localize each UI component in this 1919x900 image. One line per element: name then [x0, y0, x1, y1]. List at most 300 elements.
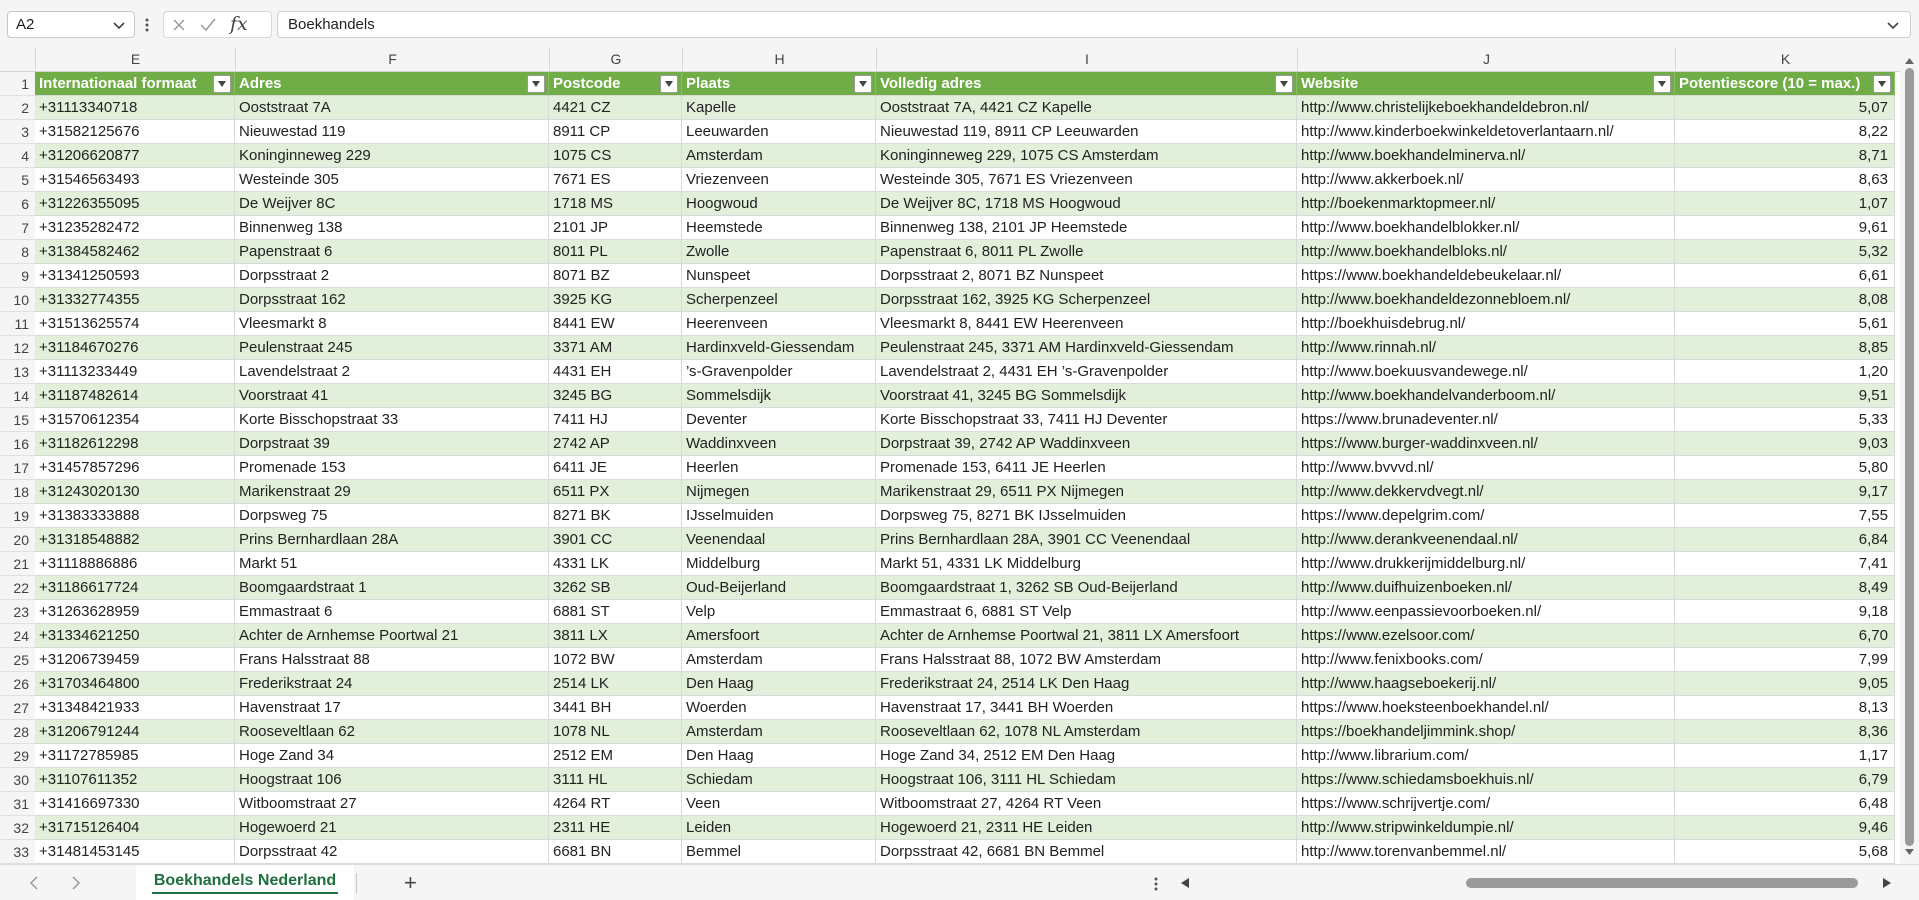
row-header[interactable]: 26 — [0, 672, 35, 696]
table-cell[interactable] — [876, 456, 1297, 480]
table-cell[interactable] — [1297, 576, 1675, 600]
table-cell[interactable] — [876, 528, 1297, 552]
table-cell[interactable] — [1297, 288, 1675, 312]
table-cell[interactable] — [549, 816, 682, 840]
table-cell[interactable] — [235, 264, 549, 288]
table-cell[interactable] — [1675, 624, 1895, 648]
table-cell[interactable] — [235, 96, 549, 120]
table-cell[interactable] — [549, 240, 682, 264]
table-cell[interactable] — [682, 648, 876, 672]
row-header[interactable]: 18 — [0, 480, 35, 504]
table-cell[interactable] — [1297, 168, 1675, 192]
table-cell[interactable] — [35, 816, 235, 840]
table-cell[interactable] — [682, 672, 876, 696]
table-cell[interactable] — [35, 720, 235, 744]
table-cell[interactable] — [876, 384, 1297, 408]
table-cell[interactable] — [549, 504, 682, 528]
table-cell[interactable] — [682, 744, 876, 768]
table-cell[interactable] — [682, 816, 876, 840]
table-cell[interactable] — [35, 552, 235, 576]
row-header[interactable]: 3 — [0, 120, 35, 144]
table-cell[interactable] — [1675, 648, 1895, 672]
table-cell[interactable] — [682, 168, 876, 192]
table-cell[interactable] — [1297, 816, 1675, 840]
table-cell[interactable] — [35, 336, 235, 360]
table-cell[interactable] — [876, 432, 1297, 456]
table-cell[interactable] — [876, 552, 1297, 576]
table-cell[interactable] — [876, 216, 1297, 240]
table-cell[interactable] — [682, 408, 876, 432]
row-header[interactable]: 11 — [0, 312, 35, 336]
row-header[interactable]: 1 — [0, 72, 35, 96]
table-cell[interactable] — [682, 456, 876, 480]
table-cell[interactable] — [35, 696, 235, 720]
filter-dropdown-icon[interactable] — [1275, 75, 1293, 93]
table-cell[interactable] — [35, 288, 235, 312]
row-header[interactable]: 27 — [0, 696, 35, 720]
table-cell[interactable] — [35, 192, 235, 216]
table-cell[interactable] — [876, 600, 1297, 624]
table-cell[interactable] — [876, 168, 1297, 192]
table-cell[interactable] — [682, 312, 876, 336]
table-cell[interactable] — [876, 792, 1297, 816]
table-cell[interactable] — [549, 624, 682, 648]
table-header-cell[interactable] — [549, 72, 682, 96]
table-cell[interactable] — [1297, 720, 1675, 744]
row-header[interactable]: 24 — [0, 624, 35, 648]
table-cell[interactable] — [1675, 384, 1895, 408]
column-header-h[interactable]: H — [682, 48, 876, 71]
table-cell[interactable] — [1675, 168, 1895, 192]
table-cell[interactable] — [1297, 312, 1675, 336]
scroll-down-icon[interactable] — [1904, 843, 1915, 860]
table-cell[interactable] — [35, 312, 235, 336]
table-cell[interactable] — [235, 240, 549, 264]
table-cell[interactable] — [682, 192, 876, 216]
table-cell[interactable] — [682, 120, 876, 144]
table-cell[interactable] — [549, 576, 682, 600]
table-cell[interactable] — [235, 552, 549, 576]
row-header[interactable]: 16 — [0, 432, 35, 456]
scroll-left-icon[interactable] — [1180, 876, 1190, 893]
table-cell[interactable] — [35, 648, 235, 672]
table-cell[interactable] — [549, 264, 682, 288]
table-cell[interactable] — [682, 720, 876, 744]
table-cell[interactable] — [1297, 336, 1675, 360]
table-cell[interactable] — [1297, 552, 1675, 576]
column-header-j[interactable]: J — [1297, 48, 1675, 71]
table-cell[interactable] — [35, 768, 235, 792]
filter-dropdown-icon[interactable] — [527, 75, 545, 93]
table-cell[interactable] — [1297, 384, 1675, 408]
table-cell[interactable] — [682, 792, 876, 816]
row-header[interactable]: 21 — [0, 552, 35, 576]
table-cell[interactable] — [682, 336, 876, 360]
table-cell[interactable] — [1675, 792, 1895, 816]
table-cell[interactable] — [549, 840, 682, 864]
table-cell[interactable] — [235, 504, 549, 528]
select-all-corner[interactable] — [0, 48, 35, 71]
table-cell[interactable] — [1675, 192, 1895, 216]
table-cell[interactable] — [1297, 696, 1675, 720]
table-cell[interactable] — [1675, 120, 1895, 144]
table-cell[interactable] — [549, 336, 682, 360]
table-cell[interactable] — [682, 768, 876, 792]
add-sheet-button[interactable]: + — [404, 870, 417, 895]
row-header[interactable]: 31 — [0, 792, 35, 816]
table-cell[interactable] — [876, 744, 1297, 768]
table-cell[interactable] — [235, 456, 549, 480]
table-cell[interactable] — [549, 288, 682, 312]
table-cell[interactable] — [235, 648, 549, 672]
table-cell[interactable] — [876, 264, 1297, 288]
table-cell[interactable] — [235, 528, 549, 552]
table-cell[interactable] — [1297, 528, 1675, 552]
table-cell[interactable] — [35, 480, 235, 504]
table-cell[interactable] — [1675, 408, 1895, 432]
table-cell[interactable] — [235, 144, 549, 168]
table-cell[interactable] — [1297, 240, 1675, 264]
table-cell[interactable] — [1675, 600, 1895, 624]
filter-dropdown-icon[interactable] — [854, 75, 872, 93]
table-cell[interactable] — [682, 528, 876, 552]
table-cell[interactable] — [549, 360, 682, 384]
table-cell[interactable] — [549, 600, 682, 624]
filter-dropdown-icon[interactable] — [660, 75, 678, 93]
table-cell[interactable] — [549, 216, 682, 240]
table-cell[interactable] — [682, 216, 876, 240]
row-header[interactable]: 14 — [0, 384, 35, 408]
table-cell[interactable] — [549, 648, 682, 672]
row-header[interactable]: 23 — [0, 600, 35, 624]
table-cell[interactable] — [1297, 744, 1675, 768]
table-cell[interactable] — [35, 792, 235, 816]
row-header[interactable]: 30 — [0, 768, 35, 792]
table-cell[interactable] — [1297, 192, 1675, 216]
table-cell[interactable] — [1297, 480, 1675, 504]
table-cell[interactable] — [35, 528, 235, 552]
table-cell[interactable] — [876, 696, 1297, 720]
table-cell[interactable] — [235, 408, 549, 432]
table-cell[interactable] — [1675, 720, 1895, 744]
table-cell[interactable] — [1675, 552, 1895, 576]
table-cell[interactable] — [876, 192, 1297, 216]
table-cell[interactable] — [549, 480, 682, 504]
table-cell[interactable] — [549, 528, 682, 552]
table-cell[interactable] — [235, 336, 549, 360]
row-header[interactable]: 22 — [0, 576, 35, 600]
row-header[interactable]: 25 — [0, 648, 35, 672]
table-cell[interactable] — [549, 696, 682, 720]
row-header[interactable]: 7 — [0, 216, 35, 240]
table-cell[interactable] — [35, 96, 235, 120]
row-header[interactable]: 4 — [0, 144, 35, 168]
table-cell[interactable] — [1297, 840, 1675, 864]
table-header-cell[interactable] — [1297, 72, 1675, 96]
row-header[interactable]: 13 — [0, 360, 35, 384]
row-header[interactable]: 15 — [0, 408, 35, 432]
table-cell[interactable] — [1675, 312, 1895, 336]
table-cell[interactable] — [876, 336, 1297, 360]
table-cell[interactable] — [1675, 216, 1895, 240]
table-cell[interactable] — [235, 696, 549, 720]
chevron-down-icon[interactable] — [110, 14, 128, 36]
table-cell[interactable] — [549, 408, 682, 432]
table-cell[interactable] — [1675, 432, 1895, 456]
table-cell[interactable] — [235, 744, 549, 768]
table-cell[interactable] — [1675, 768, 1895, 792]
table-cell[interactable] — [1297, 504, 1675, 528]
table-cell[interactable] — [235, 168, 549, 192]
table-cell[interactable] — [235, 432, 549, 456]
table-cell[interactable] — [35, 600, 235, 624]
table-cell[interactable] — [1297, 96, 1675, 120]
table-cell[interactable] — [1297, 648, 1675, 672]
column-header-g[interactable]: G — [549, 48, 682, 71]
table-cell[interactable] — [235, 288, 549, 312]
table-cell[interactable] — [35, 504, 235, 528]
table-cell[interactable] — [549, 432, 682, 456]
table-cell[interactable] — [876, 648, 1297, 672]
table-cell[interactable] — [235, 480, 549, 504]
table-cell[interactable] — [549, 456, 682, 480]
table-header-cell[interactable] — [1675, 72, 1895, 96]
table-cell[interactable] — [682, 240, 876, 264]
table-cell[interactable] — [1297, 120, 1675, 144]
table-cell[interactable] — [876, 720, 1297, 744]
row-header[interactable]: 19 — [0, 504, 35, 528]
table-cell[interactable] — [235, 840, 549, 864]
table-cell[interactable] — [876, 240, 1297, 264]
table-cell[interactable] — [876, 288, 1297, 312]
horizontal-scroll-thumb[interactable] — [1466, 878, 1858, 888]
row-header[interactable]: 6 — [0, 192, 35, 216]
table-cell[interactable] — [35, 840, 235, 864]
table-cell[interactable] — [549, 552, 682, 576]
table-cell[interactable] — [682, 264, 876, 288]
table-cell[interactable] — [35, 360, 235, 384]
table-cell[interactable] — [682, 504, 876, 528]
table-cell[interactable] — [35, 240, 235, 264]
table-cell[interactable] — [1297, 432, 1675, 456]
table-cell[interactable] — [35, 744, 235, 768]
table-cell[interactable] — [549, 672, 682, 696]
table-cell[interactable] — [235, 192, 549, 216]
table-cell[interactable] — [682, 288, 876, 312]
table-cell[interactable] — [235, 216, 549, 240]
table-cell[interactable] — [1675, 696, 1895, 720]
row-header[interactable]: 5 — [0, 168, 35, 192]
table-cell[interactable] — [35, 264, 235, 288]
table-cell[interactable] — [682, 576, 876, 600]
table-cell[interactable] — [235, 600, 549, 624]
table-header-cell[interactable] — [682, 72, 876, 96]
vertical-scrollbar[interactable] — [1900, 48, 1919, 864]
fx-icon[interactable]: fx — [230, 13, 248, 35]
table-cell[interactable] — [1675, 240, 1895, 264]
table-cell[interactable] — [682, 432, 876, 456]
table-cell[interactable] — [682, 480, 876, 504]
row-header[interactable]: 32 — [0, 816, 35, 840]
table-cell[interactable] — [549, 384, 682, 408]
table-cell[interactable] — [1675, 744, 1895, 768]
table-cell[interactable] — [549, 720, 682, 744]
table-cell[interactable] — [549, 120, 682, 144]
table-cell[interactable] — [1675, 816, 1895, 840]
table-cell[interactable] — [682, 600, 876, 624]
table-cell[interactable] — [35, 168, 235, 192]
row-header[interactable]: 29 — [0, 744, 35, 768]
table-cell[interactable] — [235, 576, 549, 600]
table-cell[interactable] — [1675, 360, 1895, 384]
table-cell[interactable] — [682, 552, 876, 576]
table-cell[interactable] — [549, 96, 682, 120]
column-header-f[interactable]: F — [235, 48, 549, 71]
name-box-value[interactable]: A2 — [16, 16, 35, 33]
table-cell[interactable] — [1675, 144, 1895, 168]
name-box[interactable] — [7, 11, 135, 38]
vertical-scroll-thumb[interactable] — [1905, 68, 1914, 846]
table-cell[interactable] — [35, 384, 235, 408]
table-cell[interactable] — [876, 768, 1297, 792]
check-icon[interactable] — [198, 16, 218, 38]
formula-input[interactable] — [277, 11, 1911, 38]
table-cell[interactable] — [682, 384, 876, 408]
more-options-icon[interactable] — [142, 12, 152, 38]
scroll-right-icon[interactable] — [1882, 876, 1892, 893]
table-cell[interactable] — [1675, 528, 1895, 552]
sheet-tab-active[interactable] — [136, 865, 354, 900]
table-cell[interactable] — [682, 96, 876, 120]
table-cell[interactable] — [876, 672, 1297, 696]
table-cell[interactable] — [235, 120, 549, 144]
table-cell[interactable] — [35, 432, 235, 456]
row-header[interactable]: 20 — [0, 528, 35, 552]
table-cell[interactable] — [1297, 624, 1675, 648]
row-header[interactable]: 17 — [0, 456, 35, 480]
table-cell[interactable] — [1297, 360, 1675, 384]
close-icon[interactable] — [170, 16, 188, 38]
table-cell[interactable] — [1675, 288, 1895, 312]
more-options-icon[interactable] — [1152, 875, 1160, 897]
table-cell[interactable] — [1297, 456, 1675, 480]
table-cell[interactable] — [1297, 408, 1675, 432]
table-cell[interactable] — [35, 120, 235, 144]
column-header-e[interactable]: E — [35, 48, 235, 71]
row-header[interactable]: 9 — [0, 264, 35, 288]
table-cell[interactable] — [682, 696, 876, 720]
table-cell[interactable] — [35, 216, 235, 240]
table-cell[interactable] — [1675, 576, 1895, 600]
table-cell[interactable] — [1297, 672, 1675, 696]
formula-value[interactable]: Boekhandels — [288, 16, 375, 33]
table-cell[interactable] — [1675, 96, 1895, 120]
table-cell[interactable] — [876, 144, 1297, 168]
table-cell[interactable] — [1297, 264, 1675, 288]
chevron-down-icon[interactable] — [1884, 14, 1902, 36]
row-header[interactable]: 33 — [0, 840, 35, 864]
table-cell[interactable] — [235, 672, 549, 696]
table-cell[interactable] — [876, 576, 1297, 600]
table-cell[interactable] — [549, 312, 682, 336]
table-cell[interactable] — [1675, 672, 1895, 696]
table-cell[interactable] — [1675, 504, 1895, 528]
column-header-k[interactable]: K — [1675, 48, 1895, 71]
table-cell[interactable] — [1297, 216, 1675, 240]
filter-dropdown-icon[interactable] — [213, 75, 231, 93]
filter-dropdown-icon[interactable] — [1873, 75, 1891, 93]
table-cell[interactable] — [235, 360, 549, 384]
table-cell[interactable] — [876, 480, 1297, 504]
table-cell[interactable] — [1297, 144, 1675, 168]
row-header[interactable]: 12 — [0, 336, 35, 360]
table-cell[interactable] — [35, 672, 235, 696]
table-cell[interactable] — [549, 768, 682, 792]
table-cell[interactable] — [235, 624, 549, 648]
chevron-left-icon[interactable] — [28, 875, 40, 895]
table-cell[interactable] — [549, 744, 682, 768]
table-cell[interactable] — [1297, 792, 1675, 816]
table-cell[interactable] — [1297, 600, 1675, 624]
table-cell[interactable] — [876, 816, 1297, 840]
table-cell[interactable] — [35, 624, 235, 648]
column-header-i[interactable]: I — [876, 48, 1297, 71]
row-header[interactable]: 2 — [0, 96, 35, 120]
table-cell[interactable] — [1297, 768, 1675, 792]
table-cell[interactable] — [876, 360, 1297, 384]
table-cell[interactable] — [235, 768, 549, 792]
table-cell[interactable] — [1675, 264, 1895, 288]
table-cell[interactable] — [549, 792, 682, 816]
row-header[interactable]: 28 — [0, 720, 35, 744]
table-cell[interactable] — [549, 144, 682, 168]
table-header-cell[interactable] — [35, 72, 235, 96]
table-cell[interactable] — [682, 144, 876, 168]
table-cell[interactable] — [235, 792, 549, 816]
row-header[interactable]: 10 — [0, 288, 35, 312]
table-cell[interactable] — [1675, 336, 1895, 360]
table-cell[interactable] — [35, 456, 235, 480]
table-cell[interactable] — [235, 312, 549, 336]
table-cell[interactable] — [682, 840, 876, 864]
table-cell[interactable] — [235, 816, 549, 840]
table-cell[interactable] — [235, 384, 549, 408]
scroll-up-icon[interactable] — [1904, 52, 1915, 69]
table-cell[interactable] — [876, 96, 1297, 120]
table-cell[interactable] — [35, 408, 235, 432]
row-header[interactable]: 8 — [0, 240, 35, 264]
table-cell[interactable] — [682, 624, 876, 648]
table-cell[interactable] — [1675, 480, 1895, 504]
table-cell[interactable] — [876, 120, 1297, 144]
chevron-right-icon[interactable] — [70, 875, 82, 895]
table-header-cell[interactable] — [235, 72, 549, 96]
table-cell[interactable] — [549, 192, 682, 216]
table-cell[interactable] — [549, 168, 682, 192]
filter-dropdown-icon[interactable] — [1653, 75, 1671, 93]
table-cell[interactable] — [235, 720, 549, 744]
table-cell[interactable] — [876, 408, 1297, 432]
table-cell[interactable] — [682, 360, 876, 384]
table-cell[interactable] — [876, 840, 1297, 864]
table-cell[interactable] — [876, 624, 1297, 648]
table-cell[interactable] — [35, 576, 235, 600]
table-cell[interactable] — [1675, 456, 1895, 480]
table-cell[interactable] — [876, 312, 1297, 336]
table-cell[interactable] — [876, 504, 1297, 528]
table-header-cell[interactable] — [876, 72, 1297, 96]
table-cell[interactable] — [35, 144, 235, 168]
